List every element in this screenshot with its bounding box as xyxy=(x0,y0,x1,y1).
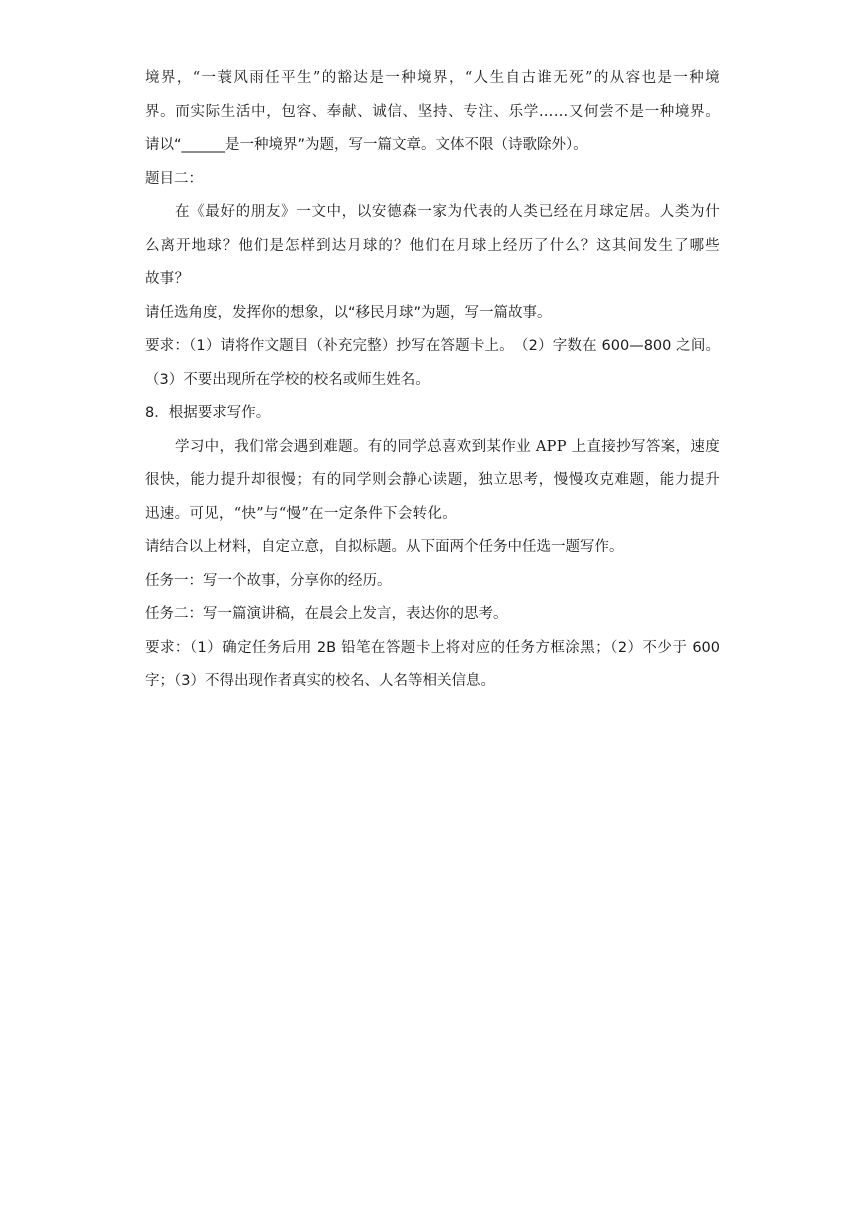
text-line: 在《最好的朋友》一文中，以安德森一家为代表的人类已经在月球定居。人类为什 xyxy=(175,204,720,220)
requirements-line: 要求：（1）确定任务后用 2B 铅笔在答题卡上将对应的任务方框涂黑；（2）不少于 600 xyxy=(145,639,720,656)
document-body xyxy=(145,62,720,699)
task-line: 任务二：写一篇演讲稿，在晨会上发言，表达你的思考。 xyxy=(145,606,508,622)
requirements-line: 要求：（1）请将作文题目（补充完整）抄写在答题卡上。 （2）字数在 600—800 之间。 xyxy=(145,338,720,354)
text-line: 故事？ xyxy=(145,271,190,287)
requirements-line: 字；（3）不得出现作者真实的校名、人名等相关信息。 xyxy=(145,673,495,689)
task-line: 任务一：写一个故事，分享你的经历。 xyxy=(145,572,392,589)
text-line: 界。而实际生活中，包容、奉献、诚信、坚持、专注、乐学……又何尝不是一种境界。 xyxy=(145,103,720,120)
text-line: 么离开地球？他们是怎样到达月球的？他们在月球上经历了什么？这其间发生了哪些 xyxy=(145,237,720,254)
text-line: 很快，能力提升却很慢；有的同学则会静心读题，独立思考，慢慢攻克难题，能力提升 xyxy=(145,472,720,488)
requirements-line: （3）不要出现所在学校的校名或师生姓名。 xyxy=(145,371,430,388)
text-line: 境界，“一蓑风雨任平生”的豁达是一种境界，“人生自古谁无死”的从容也是一种境 xyxy=(145,70,720,86)
question-heading: 8．根据要求写作。 xyxy=(145,405,271,421)
text-line: 请以“______是一种境界”为题，写一篇文章。文体不限（诗歌除外）。 xyxy=(145,137,588,153)
text-line: 请结合以上材料，自定立意，自拟标题。从下面两个任务中任选一题写作。 xyxy=(145,539,624,555)
text-line: 请任选角度，发挥你的想象，以“移民月球”为题，写一篇故事。 xyxy=(145,304,552,321)
text-line: 学习中，我们常会遇到难题。有的同学总喜欢到某作业 APP 上直接抄写答案，速度 xyxy=(175,438,720,455)
text-line: 迅速。可见，“快”与“慢”在一定条件下会转化。 xyxy=(145,505,458,522)
section-heading: 题目二： xyxy=(145,170,203,187)
